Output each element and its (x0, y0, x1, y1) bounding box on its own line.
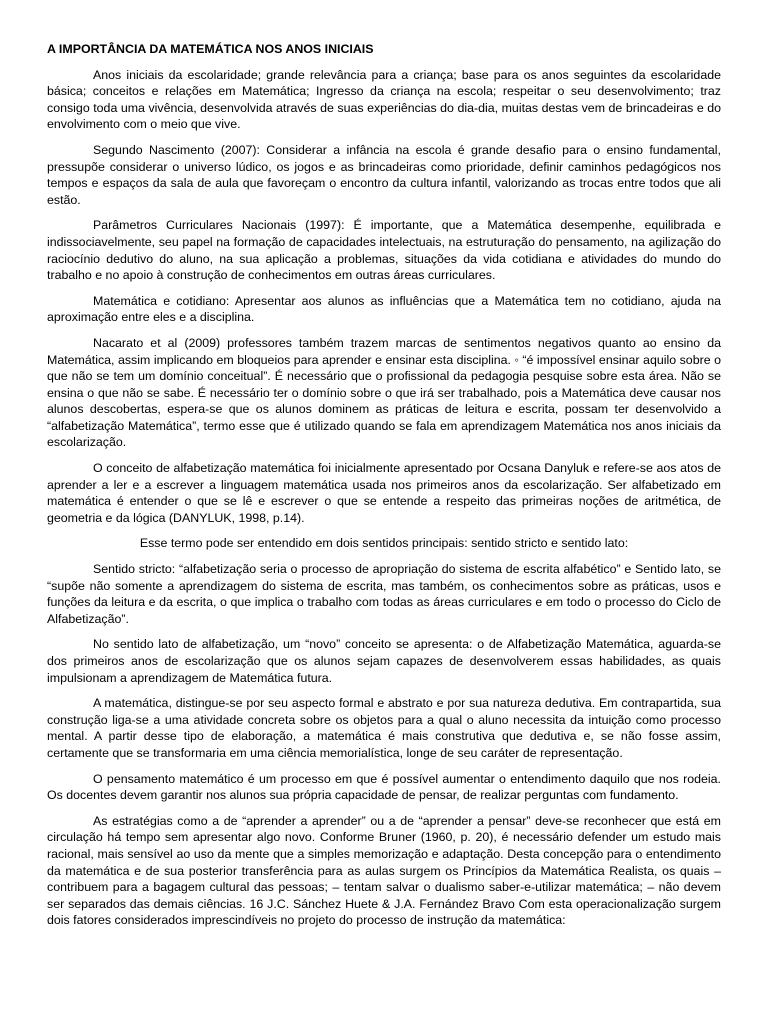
paragraph-pensamento-matematico: O pensamento matemático é um processo em que é possível aumentar o entendimento daquilo que nos rodeia. Os docentes devem garantir nos alunos sua própria capacidade de pensar, de realizar perguntas com fundamento. (47, 771, 721, 803)
paragraph-matematica-cotidiano: Matemática e cotidiano: Apresentar aos alunos as influências que a Matemática tem no cotidiano, ajuda na aproximação entre eles e a disciplina. (47, 293, 721, 325)
document-title: A IMPORTÂNCIA DA MATEMÁTICA NOS ANOS INICIAIS (47, 42, 374, 56)
paragraph-dois-sentidos: Esse termo pode ser entendido em dois sentidos principais: sentido stricto e sentido lato: (139, 536, 629, 551)
paragraph-alfabetizacao-conceito: O conceito de alfabetização matemática foi inicialmente apresentado por Ocsana Danyluk e refere-se aos atos de aprender a ler e a escrever a linguagem matemática usada nos primeiros anos da escolarização. Ser alfabetizado em matemática é entender o que se lê e escrever o que se entende a respeito das primeiras noções de aritmética, de geometria e da lógica (DANYLUK, 1998, p.14). (47, 461, 721, 525)
paragraph-sentido-lato: No sentido lato de alfabetização, um “novo” conceito se apresenta: o de Alfabetização Matemática, aguarda-se dos primeiros anos de escolarização que os alunos sejam capazes de desenvolverem essas habilidades, as quais impulsionam a aprendizagem de Matemática futura. (47, 637, 721, 685)
paragraph-natureza-dedutiva: A matemática, distingue-se por seu aspecto formal e abstrato e por sua natureza dedutiva. Em contrapartida, sua construção liga-se a uma atividade concreta sobre os objetos para a qual o aluno necessita da intuição como processo mental. A partir desse tipo de elaboração, a matemática é mais construtiva que dedutiva e, se não fosse assim, certamente que se transformaria em uma ciência memorialística, longe de seu caráter de representação. (47, 696, 721, 760)
paragraph-anos-iniciais: Anos iniciais da escolaridade; grande relevância para a criança; base para os anos seguintes da escolaridade básica; conceitos e relações em Matemática; Ingresso da criança na escola; respeitar o seu desenvolvimento; traz consigo toda uma vivência, desenvolvida através de suas experiências do dia-dia, muitas destas vem de brincadeiras e do envolvimento com o meio que vive. (47, 67, 721, 132)
paragraph-pcn: Parâmetros Curriculares Nacionais (1997): É importante, que a Matemática desempenhe, equilibrada e indissociavelmente, seu papel na formação de capacidades intelectuais, na estruturação do pensamento, na agilização do raciocínio dedutivo do aluno, na sua aplicação a problemas, situações da vida cotidiana e atividades do mundo do trabalho e no apoio à construção de conhecimentos em outras áreas curriculares. (47, 218, 721, 283)
paragraph-nacarato: Nacarato et al (2009) professores também trazem marcas de sentimentos negativos quanto ao ensino da Matemática, assim implicando em bloqueios para aprender e ensinar esta disciplina. ◦ “é impossível ensinar aquilo sobre o que não se tem um domínio conceitual”. É necessário que o profissional da pedagogia pesquise sobre esta área. Não se ensina o que não se sabe. É necessário ter o domínio sobre o que irá ser trabalhado, pois a Matemática deve causar nos alunos descobertas, espera-se que os alunos dominem as práticas de leitura e escrita, possam ter desenvolvido a “alfabetização Matemática”, termo esse que é utilizado quando se fala em aprendizagem Matemática nos anos iniciais da escolarização. (47, 335, 721, 450)
paragraph-nascimento: Segundo Nascimento (2007): Considerar a infância na escola é grande desafio para o ensino fundamental, pressupõe considerar o universo lúdico, os jogos e as brincadeiras como prioridade, definir caminhos pedagógicos nos tempos e espaços da sala de aula que favoreçam o encontro da cultura infantil, valorizando as trocas entre todos que ali estão. (47, 142, 721, 207)
paragraph-sentido-stricto: Sentido stricto: “alfabetização seria o processo de apropriação do sistema de escrita alfabético” e Sentido lato, se “supõe não somente a aprendizagem do sistema de escrita, mas também, os conhecimentos sobre as práticas, usos e funções da leitura e da escrita, o que implica o trabalho com todas as áreas curriculares e em todo o processo do Ciclo de Alfabetização”. (47, 562, 721, 626)
paragraph-estrategias: As estratégias como a de “aprender a aprender” ou a de “aprender a pensar” deve-se reconhecer que está em circulação há tempo sem apresentar algo novo. Conforme Bruner (1960, p. 20), é necessário defender um estudo mais racional, mais sensível ao uso da mente que a simples memorização e adaptação. Desta concepção para o entendimento da matemática e de sua posterior transferência para as aulas surgem os Princípios da Matemática Realista, os quais – contribuem para a bagagem cultural das pessoas; – tentam salvar o dualismo saber-e-utilizar matemática; – não devem ser separados das demais ciências. 16 J.C. Sánchez Huete & J.A. Fernández Bravo Com esta operacionalização surgem dois fatores considerados imprescindíveis no projeto do processo de instrução da matemática: (47, 813, 721, 928)
